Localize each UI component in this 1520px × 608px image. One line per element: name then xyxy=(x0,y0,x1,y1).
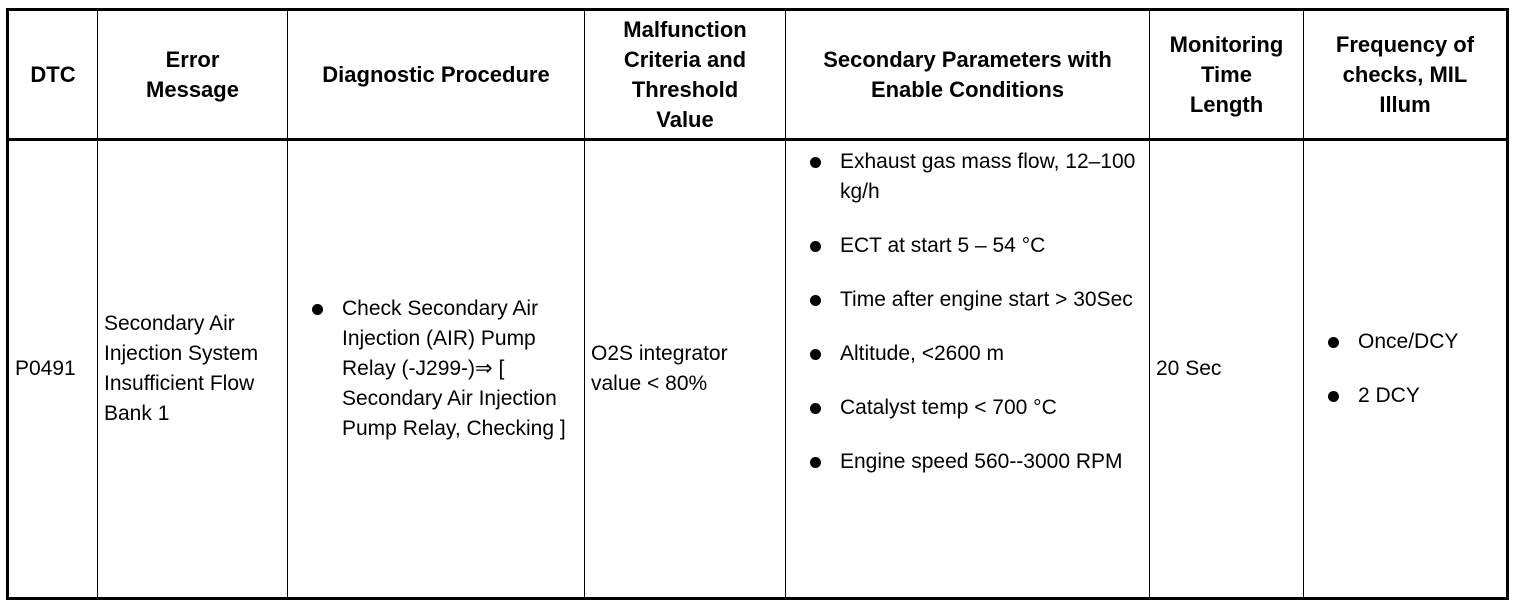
bullet-dot-icon xyxy=(810,157,821,168)
header-error-message-text: Error Message xyxy=(146,46,239,102)
secondary-parameters-list xyxy=(786,147,1149,477)
list-item xyxy=(786,285,1149,315)
parameter-text: ECT at start 5 – 54 °C xyxy=(840,234,1046,257)
parameter-text: Exhaust gas mass flow, 12–100 kg/h xyxy=(840,150,1136,203)
procedure-text: Check Secondary Air Injection (AIR) Pump Relay (-J299-)⇒ [ Secondary Air Injection Pump Relay, Checking ] xyxy=(342,297,566,440)
dtc-table xyxy=(6,8,1509,600)
bullet-dot-icon xyxy=(810,349,821,360)
parameter-text: Altitude, <2600 m xyxy=(840,342,1005,365)
procedure-list xyxy=(288,294,584,444)
list-item xyxy=(786,231,1149,261)
cell-error-message-text: Secondary Air Injection System Insufficient Flow Bank 1 xyxy=(104,312,259,425)
dtc-table-container xyxy=(6,8,1506,600)
header-frequency xyxy=(1304,10,1508,140)
cell-malfunction-criteria xyxy=(585,140,786,599)
header-frequency-text: Frequency of checks, MIL Illum xyxy=(1335,31,1475,117)
header-row xyxy=(8,10,1508,140)
cell-dtc: P0491 xyxy=(8,140,98,599)
cell-secondary-parameters xyxy=(786,140,1150,599)
list-item xyxy=(1304,327,1506,357)
header-dtc: DTC xyxy=(8,10,98,140)
header-malfunction-criteria xyxy=(585,10,786,140)
cell-diagnostic-procedure xyxy=(288,140,585,599)
header-error-message xyxy=(98,10,288,140)
bullet-dot-icon xyxy=(810,457,821,468)
bullet-dot-icon xyxy=(810,403,821,414)
header-monitoring-time xyxy=(1150,10,1304,140)
list-item xyxy=(786,147,1149,207)
header-diagnostic-procedure: Diagnostic Procedure xyxy=(288,10,585,140)
frequency-text: Once/DCY xyxy=(1358,330,1459,353)
table-row xyxy=(8,140,1508,599)
frequency-text: 2 DCY xyxy=(1358,384,1420,407)
list-item xyxy=(288,294,584,444)
list-item xyxy=(786,339,1149,369)
list-item xyxy=(786,393,1149,423)
frequency-list xyxy=(1304,327,1506,411)
parameter-text: Catalyst temp < 700 °C xyxy=(840,396,1057,419)
parameter-text: Time after engine start > 30Sec xyxy=(840,288,1133,311)
header-monitoring-time-text: Monitoring Time Length xyxy=(1169,31,1284,117)
bullet-dot-icon xyxy=(810,241,821,252)
cell-malfunction-criteria-text: O2S integrator value < 80% xyxy=(591,342,728,395)
cell-error-message xyxy=(98,140,288,599)
bullet-dot-icon xyxy=(810,295,821,306)
list-item xyxy=(1304,381,1506,411)
cell-frequency xyxy=(1304,140,1508,599)
bullet-dot-icon xyxy=(312,304,323,315)
header-secondary-parameters xyxy=(786,10,1150,140)
list-item xyxy=(786,447,1149,477)
bullet-dot-icon xyxy=(1328,337,1339,348)
cell-monitoring-time: 20 Sec xyxy=(1150,140,1304,599)
bullet-dot-icon xyxy=(1328,391,1339,402)
header-secondary-parameters-text: Secondary Parameters with Enable Conditions xyxy=(823,46,1112,102)
header-malfunction-criteria-text: Malfunction Criteria and Threshold Value xyxy=(623,16,747,132)
parameter-text: Engine speed 560--3000 RPM xyxy=(840,450,1123,473)
